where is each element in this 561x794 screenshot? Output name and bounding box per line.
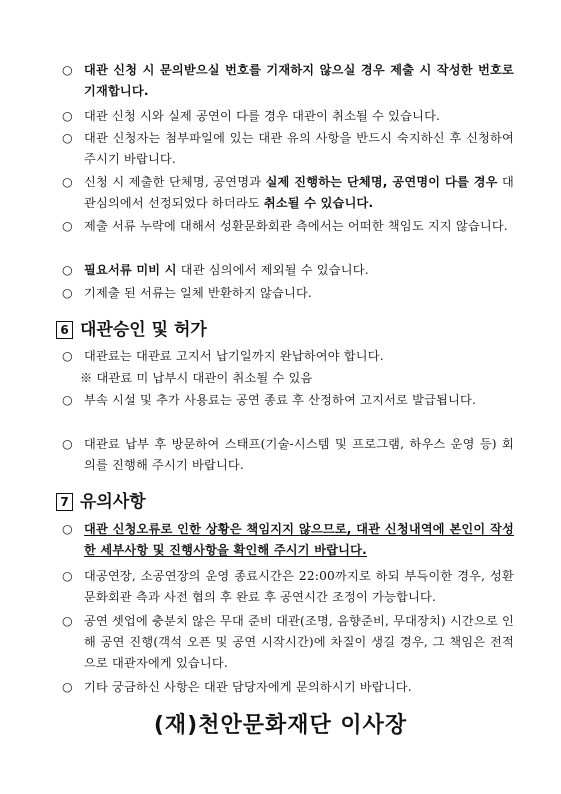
- section-6-item-3-text: 대관료 납부 후 방문하여 스태프(기술-시스템 및 프로그램, 하우스 운영 등) 회의를 진행해 주시기 바랍니다.: [84, 437, 514, 472]
- section-7-number: 7: [56, 493, 73, 511]
- section-7-item-3: [62, 611, 514, 674]
- section-6-item-1-text: 대관료는 대관료 고지서 납기일까지 완납하여야 합니다.: [84, 349, 384, 363]
- section-6-note-text: 대관료 미 납부시 대관이 취소될 수 있음: [96, 371, 313, 385]
- intro-item-6-rest: 대관 심의에서 제외될 수 있습니다.: [176, 263, 369, 277]
- section-6-note: [80, 368, 312, 389]
- intro-item-7: [62, 283, 514, 304]
- intro-item-5-text: 제출 서류 누락에 대해서 성환문화회관 측에서는 어떠한 책임도 지지 않습니다.: [84, 219, 508, 233]
- intro-item-4-part-c: 대관심의에서 선정되었다 하더라도: [84, 175, 514, 210]
- bullet-icon: ○: [62, 175, 73, 189]
- intro-item-5: [62, 216, 514, 237]
- bullet-icon: ○: [62, 219, 73, 233]
- issuer-signature: (재)천안문화재단 이사장: [153, 713, 408, 738]
- section-7-item-1-text: 대관 신청오류로 인한 상황은 책임지지 않으므로, 대관 신청내역에 본인이 작성한 세부사항 및 진행사항을 확인해 주시기 바랍니다.: [84, 522, 514, 557]
- section-7-item-2-text: 대공연장, 소공연장의 운영 종료시간은 22:00까지로 하되 부득이한 경우, 성환문화회관 측과 사전 협의 후 완료 후 공연시간 조정이 가능합니다.: [84, 569, 514, 604]
- intro-item-4-emphasis: 실제 진행하는 단체명, 공연명이 다를 경우: [265, 175, 498, 189]
- intro-item-1-text: 대관 신청 시 문의받으실 번호를 기재하지 않으실 경우 제출 시 작성한 번호로 기재합니다.: [84, 63, 514, 98]
- section-7-item-2: [62, 566, 514, 608]
- intro-item-6: [62, 260, 514, 281]
- section-6-item-1: [62, 346, 514, 367]
- section-7-heading: [56, 490, 146, 514]
- bullet-icon: ○: [62, 522, 73, 536]
- intro-item-6-text: [62, 260, 514, 281]
- bullet-icon: ○: [62, 263, 73, 277]
- intro-item-4-part-a: 신청 시 제출한 단체명, 공연명과: [84, 175, 266, 189]
- intro-item-4: [62, 172, 514, 214]
- section-6-number: 6: [56, 321, 73, 339]
- section-7-item-1: [62, 519, 514, 561]
- section-7-title: 유의사항: [80, 492, 146, 512]
- section-6-item-2-text: 부속 시설 및 추가 사용료는 공연 종료 후 산정하여 고지서로 발급됩니다.: [84, 393, 477, 407]
- section-6-title: 대관승인 및 허가: [80, 320, 207, 340]
- section-7-item-4-text: 기타 궁금하신 사항은 대관 담당자에게 문의하시기 바랍니다.: [84, 680, 412, 694]
- note-mark-icon: ※: [80, 371, 93, 385]
- bullet-icon: ○: [62, 286, 73, 300]
- section-6-item-2: [62, 390, 514, 411]
- bullet-icon: ○: [62, 63, 73, 77]
- bullet-icon: ○: [62, 614, 73, 628]
- intro-item-3: [62, 128, 514, 170]
- bullet-icon: ○: [62, 437, 73, 451]
- intro-item-6-emphasis: 필요서류 미비 시: [84, 263, 177, 277]
- bullet-icon: ○: [62, 349, 73, 363]
- intro-item-4-warning: 취소될 수 있습니다.: [263, 196, 374, 210]
- intro-item-2: [62, 106, 514, 127]
- intro-item-3-text: 대관 신청자는 첨부파일에 있는 대관 유의 사항을 반드시 숙지하신 후 신청하여 주시기 바랍니다.: [84, 131, 514, 166]
- section-6-heading: [56, 318, 207, 342]
- bullet-icon: ○: [62, 109, 73, 123]
- bullet-icon: ○: [62, 680, 73, 694]
- intro-item-1: [62, 60, 514, 102]
- intro-item-4-text: [62, 172, 514, 214]
- intro-item-2-text: 대관 신청 시와 실제 공연이 다를 경우 대관이 취소될 수 있습니다.: [84, 109, 441, 123]
- bullet-icon: ○: [62, 569, 73, 583]
- intro-item-7-text: 기제출 된 서류는 일체 반환하지 않습니다.: [84, 286, 312, 300]
- bullet-icon: ○: [62, 131, 73, 145]
- section-7-item-3-text: 공연 셋업에 충분치 않은 무대 준비 대관(조명, 음향준비, 무대장치) 시간으로 인해 공연 진행(객석 오픈 및 공연 시작시간)에 차질이 생길 경우, 그 책임은 전적으로 대관자에게 있습니다.: [84, 614, 514, 670]
- section-7-item-4: [62, 677, 514, 698]
- bullet-icon: ○: [62, 393, 73, 407]
- section-6-item-3: [62, 434, 514, 476]
